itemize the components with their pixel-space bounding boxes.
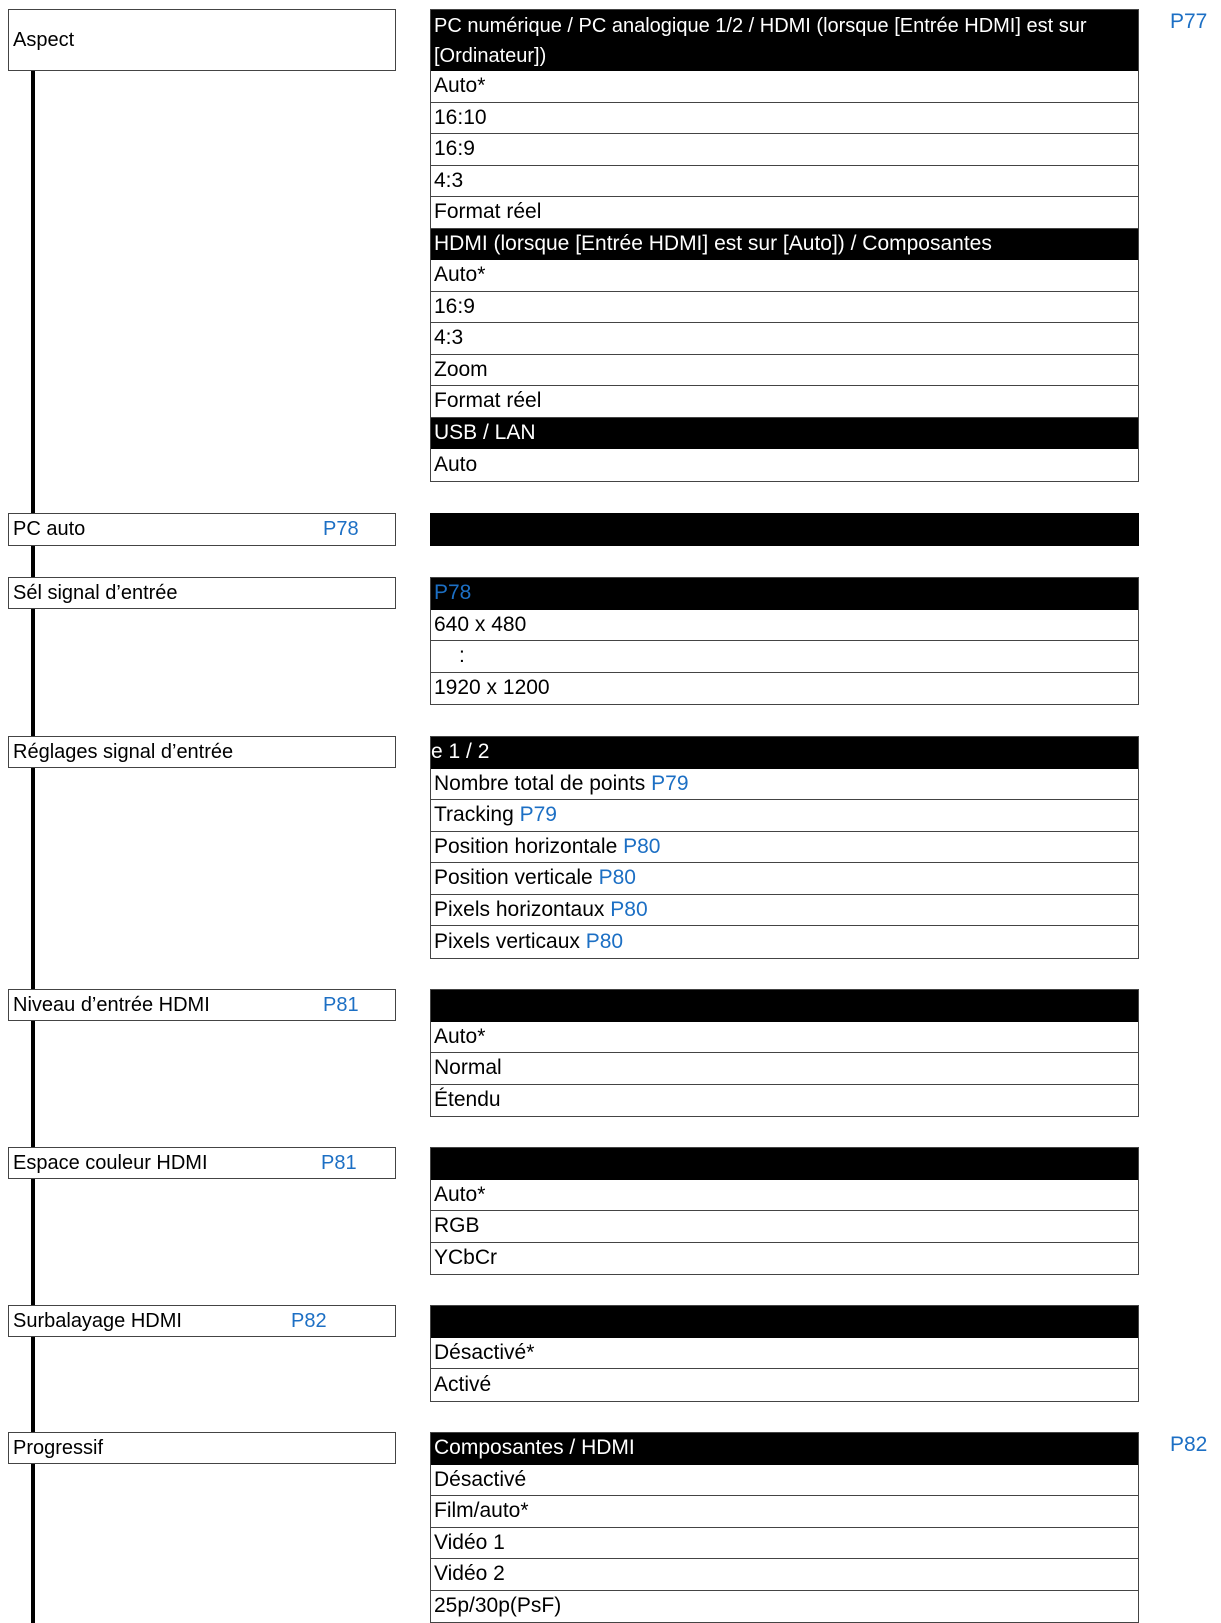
option-label: Position verticale [434,866,593,890]
option-item[interactable] [431,895,1138,927]
option-item[interactable]: 16:9 [431,292,1138,324]
option-item[interactable] [431,769,1138,801]
option-item[interactable]: 16:9 [431,134,1138,166]
progressive-options [430,1432,1139,1623]
option-item[interactable]: Désactivé* [431,1338,1138,1370]
page-reference[interactable]: P80 [610,897,648,921]
option-item[interactable] [431,800,1138,832]
option-item[interactable]: Film/auto* [431,1496,1138,1528]
option-label: Pixels horizontaux [434,897,605,921]
page-reference[interactable]: P79 [651,771,689,795]
menu-item-aspect[interactable] [8,9,396,71]
option-group-header: Composantes / HDMI [431,1433,1138,1465]
option-item[interactable]: Vidéo 1 [431,1528,1138,1560]
option-item[interactable]: Auto* [431,260,1138,292]
page-reference[interactable]: P80 [623,834,661,858]
menu-item-label: Progressif [13,1436,104,1459]
option-item[interactable] [431,926,1138,958]
option-group-header [431,1148,1138,1180]
option-item[interactable] [431,832,1138,864]
page-reference[interactable]: P78 [323,518,359,540]
option-item[interactable]: 4:3 [431,166,1138,198]
option-group-header: HDMI (lorsque [Entrée HDMI] est sur [Auto]) / Composantes [431,229,1138,261]
page-reference[interactable]: P82 [291,1309,327,1332]
menu-item-label: Aspect [13,28,75,51]
option-label: Pixels verticaux [434,929,580,953]
option-item[interactable]: Étendu [434,1088,501,1112]
option-item[interactable]: Format réel [431,197,1138,229]
option-group-header: USB / LAN [431,418,1138,450]
option-group-header [431,990,1138,1022]
option-item[interactable]: Format réel [431,386,1138,418]
option-label: Nombre total de points [434,771,646,795]
input-signal-settings-options [430,736,1139,959]
hdmi-input-level-options [430,989,1139,1117]
hdmi-color-space-options [430,1147,1139,1275]
option-item[interactable]: 25p/30p(PsF) [434,1594,562,1618]
input-signal-select-options [430,577,1139,705]
page-reference[interactable]: P82 [1170,1433,1208,1456]
option-group-header: PC numérique / PC analogique 1/2 / HDMI (lorsque [Entrée HDMI] est sur [Ordinateur]) [431,10,1138,71]
option-group-header[interactable]: P78 [431,578,1138,610]
page-reference[interactable]: P80 [585,929,624,953]
aspect-options [430,9,1139,482]
option-group-header: e 1 / 2 [431,737,1138,769]
tree-connector-line [31,68,35,1623]
option-item[interactable]: Auto [434,452,478,476]
option-item[interactable]: Normal [431,1053,1138,1085]
page-reference[interactable]: P80 [598,866,636,890]
option-label: Tracking [434,803,514,827]
option-item[interactable]: Zoom [431,355,1138,387]
menu-item-progressive[interactable] [8,1432,396,1464]
hdmi-overscan-options [430,1305,1139,1402]
menu-item-pc-auto[interactable] [8,513,396,546]
page-reference[interactable]: P77 [1170,10,1208,33]
option-item[interactable]: YCbCr [434,1246,498,1270]
page-reference[interactable]: P79 [519,803,557,827]
menu-item-hdmi-color-space[interactable] [8,1147,396,1179]
option-item[interactable]: Activé [434,1372,492,1396]
page-reference[interactable]: P81 [323,993,359,1016]
menu-item-label: Réglages signal d’entrée [13,740,234,763]
menu-item-hdmi-overscan[interactable] [8,1305,396,1337]
option-item[interactable]: Auto* [431,1180,1138,1212]
menu-item-input-signal-settings[interactable] [8,736,396,768]
option-item[interactable]: 640 x 480 [431,610,1138,642]
menu-item-hdmi-input-level[interactable] [8,989,396,1021]
menu-item-label: Surbalayage HDMI [13,1309,182,1332]
pc-auto-bar [430,513,1139,546]
menu-item-label: Niveau d’entrée HDMI [13,993,210,1016]
option-item[interactable]: Auto* [431,1022,1138,1054]
option-item[interactable]: 16:10 [431,103,1138,135]
menu-item-input-signal-select[interactable] [8,577,396,609]
option-item[interactable]: Désactivé [431,1465,1138,1497]
option-group-header [431,1306,1138,1338]
option-item[interactable] [431,863,1138,895]
menu-item-label: Sél signal d’entrée [13,581,178,604]
option-item[interactable]: RGB [431,1211,1138,1243]
option-item[interactable]: Vidéo 2 [431,1559,1138,1591]
page-reference[interactable]: P81 [321,1151,357,1174]
option-item[interactable]: 4:3 [431,323,1138,355]
menu-item-label: PC auto [13,518,86,540]
menu-item-label: Espace couleur HDMI [13,1151,208,1174]
option-item[interactable]: 1920 x 1200 [434,676,550,700]
option-label: Position horizontale [434,834,618,858]
option-item-ellipsis: : [431,641,1138,673]
option-item[interactable]: Auto* [431,71,1138,103]
